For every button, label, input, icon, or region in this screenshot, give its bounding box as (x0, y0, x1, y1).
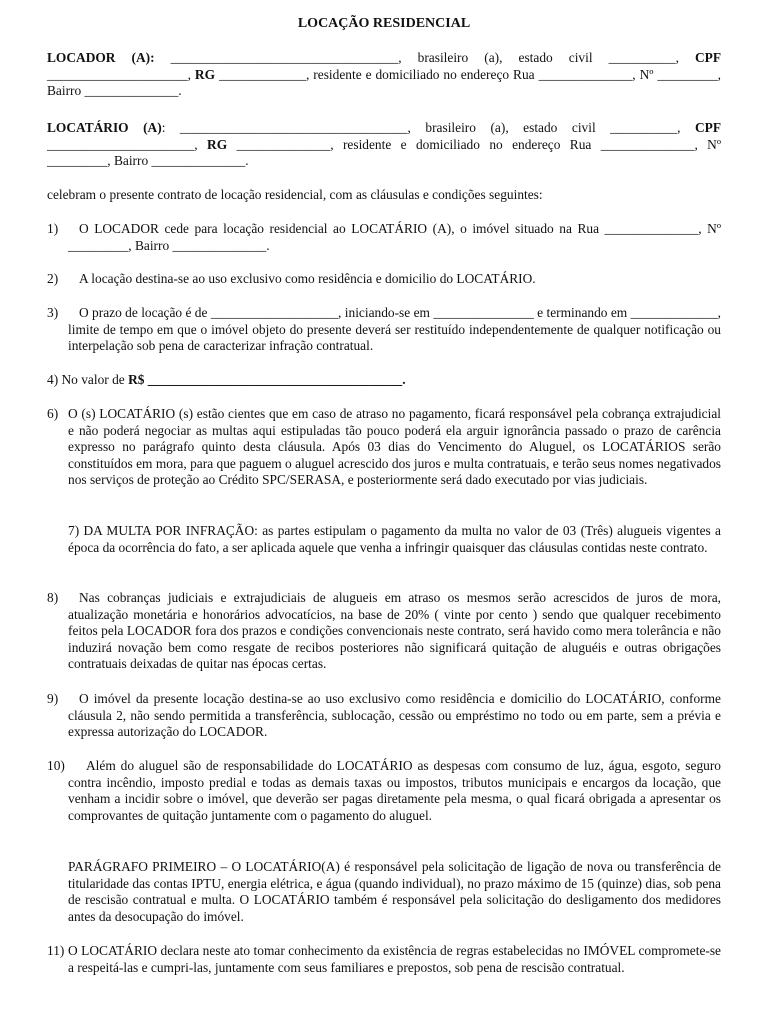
clause-8: Nas cobranças judiciais e extrajudiciais de alugueis em atraso os mesmos serão acrescidos de juros de mora, atualização monetária e honorários advocatícios, na base de 20% ( vinte por cento ) sendo que qualquer recebimento feitos pela LOCADOR fora dos prazos e condições convencionais neste contrato, será havido como mera tolerância e não induzirá novação bem como resgate de recibos posteriores não significará quitação de aluguéis e outras obrigações contratuais deixadas de quitar nas épocas certas. (68, 590, 721, 672)
clause-4-prefix: 4) No valor de (47, 372, 129, 387)
document-title: LOCAÇÃO RESIDENCIAL (297, 16, 471, 31)
clause-1-number: 1) (47, 221, 59, 236)
paragrafo-primeiro: PARÁGRAFO PRIMEIRO – O LOCATÁRIO(A) é responsável pela solicitação de ligação de nova ou transferência de titularidade das contas IPTU, energia elétrica, e água (quando individual), no prazo máximo de 15 (quinze) dias, sob pena de rescisão contratual e multa. O LOCATÁRIO também é responsável pela solicitação do desligamento dos medidores antes da desocupação do imóvel. (68, 859, 721, 924)
locatario-line1: : __________________________________, brasileiro (a), estado civil __________, (161, 120, 695, 135)
locatario-label: LOCATÁRIO (A) (47, 120, 162, 135)
locador-paragraph (47, 50, 721, 100)
intro-text: celebram o presente contrato de locação residencial, com as cláusulas e condições seguintes: (47, 187, 543, 202)
locador-cpf-label: CPF (694, 50, 721, 65)
locador-line3: _____________, residente e domiciliado no endereço Rua ______________, Nº _________, Bairro ______________. (47, 66, 721, 99)
clause-8-number: 8) (47, 590, 59, 605)
clause-6: O (s) LOCATÁRIO (s) estão cientes que em caso de atraso no pagamento, ficará responsável pela cobrança extrajudicial e não poderá negociar as multas aqui estipuladas tão pouco poderá ela arguir ignorância passado o prazo de carência expresso no parágrafo quinto desta cláusula. Após 03 dias do Vencimento do Aluguel, os LOCATÁRIOS serão constituídos em mora, para que paguem o aluguel acrescido dos juros e multa contratuais, e terão seus nomes negativados nos serviços de proteção ao Crédito SPC/SERASA, e posteriormente será dado executado por vias judiciais. (68, 406, 721, 488)
clause-9-number: 9) (47, 691, 59, 706)
clause-3-number: 3) (47, 305, 59, 320)
locatario-paragraph (47, 120, 721, 170)
locador-label: LOCADOR (A): (47, 50, 155, 65)
locatario-cpf-label: CPF (694, 120, 722, 135)
clause-11: O LOCATÁRIO declara neste ato tomar conhecimento da existência de regras estabelecidas no IMÓVEL compromete-se a respeitá-las e cumpri-las, juntamente com seus familiares e prepostos, sob pena de rescisão contratual. (68, 943, 721, 975)
clause-4-value: R$ ______________________________________. (128, 372, 406, 387)
clause-2: A locação destina-se ao uso exclusivo como residência e domicilio do LOCATÁRIO. (79, 271, 536, 286)
clause-11-number: 11) (47, 943, 65, 958)
clause-3: O prazo de locação é de ___________________, iniciando-se em _______________ e terminando em _____________, limite de tempo em que o imóvel objeto do presente deverá ser restituído independentemente de qualquer notificação ou interpelação sob pena de caracterizar infração contratual. (68, 305, 721, 354)
clause-9: O imóvel da presente locação destina-se ao uso exclusivo como residência e domicilio do LOCATÁRIO, conforme cláusula 2, não sendo permitida a transferência, sublocação, cessão ou empréstimo no todo ou em parte, sem a prévia e expressa autorização do LOCADOR. (68, 691, 721, 740)
clause-10: Além do aluguel são de responsabilidade do LOCATÁRIO as despesas com consumo de luz, água, esgoto, seguro contra incêndio, imposto predial e todas as demais taxas ou impostos, tributos municipais e encargos da locação, que venham a incidir sobre o imóvel, que deverão ser pagas diretamente pela mesma, o qual ficará obrigada a apresentar os comprovantes de quitação juntamente com o pagamento do aluguel. (68, 758, 721, 823)
locador-line1: __________________________________, brasileiro (a), estado civil __________, (154, 50, 695, 65)
clause-7: 7) DA MULTA POR INFRAÇÃO: as partes estipulam o pagamento da multa no valor de 03 (Três) alugueis vigentes a época da ocorrência do fato, a ser aplicada aquele que venha a infringir quaisquer das cláusulas contidas neste contrato. (68, 523, 721, 555)
locador-rg-label: RG (194, 66, 215, 82)
clause-10-number: 10) (47, 758, 65, 773)
locatario-line3: ______________, residente e domiciliado no endereço Rua ______________, Nº _________, Bairro ______________. (47, 136, 721, 169)
locatario-line2: ______________________, (47, 136, 208, 152)
locador-line2: _____________________, (47, 66, 195, 82)
clause-1: O LOCADOR cede para locação residencial ao LOCATÁRIO (A), o imóvel situado na Rua ______________, Nº _________, Bairro ______________. (68, 221, 721, 253)
clause-4 (47, 372, 721, 389)
clause-6-number: 6) (47, 406, 59, 421)
locatario-rg-label: RG (207, 136, 228, 152)
clause-2-number: 2) (47, 271, 59, 286)
